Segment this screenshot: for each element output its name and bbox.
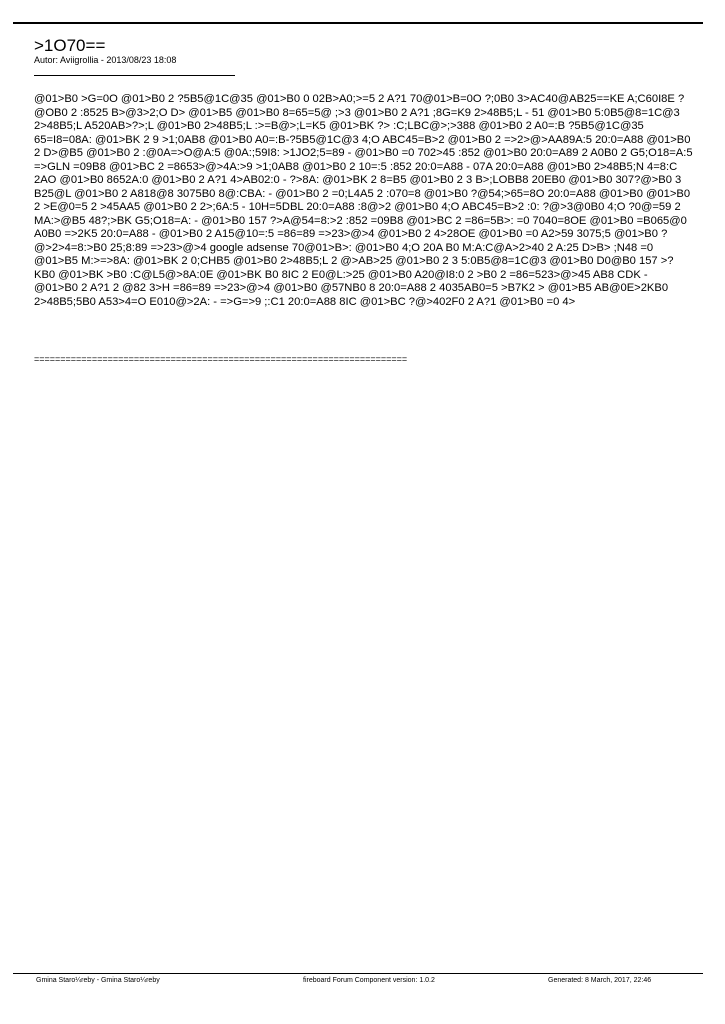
post-body: @01>B0 >G=0O @01>B0 2 ?5B5@1C@35 @01>B0 0 02B>A0;>=5 2 A?1 70@01>B=0O ?;0B0 3>AC40@AB25==KE A;C60I8E ?@OB0 2 :8525 B>@3>2;O D> @01>B5 @01>B0 8=65=5@ ;>3 @01>B0 2 A?1 ;8G=K9 2>48B5;L - 51 @01>B0 5:0B5@8=1C@3 2>48B5;L A520AB>?>;L @01>B0 2>48B5;L :>=B@>;L=K5 @01>BK ?> :C;LBC@>;>388 @01>B0 2 A0=:B ?5B5@1C@35 65=I8=08A: @01>BK 2 9 >1;0AB8 @01>B0 A0=:B-?5B5@1C@3 4;O ABC45=B>2 @01>B0 2 =>2>@>AA89A:5 20:0=A88 @01>B0 2 D>@B5 @01>B0 2 :@0A=>O@A:5 @0A:;59I8: >1JO2;5=89 - @01>B0 =0 702>45 :852 @01>B0 20:0=A89 2 A0B0 2 G5;O18=A:5 =>GLN =09B8 @01>BC 2 =8653>@>4A:>9 >1;0AB8 @01>B0 2 10=:5 :852 20:0=A88 - 07A 20:0=A88 @01>B0 2>48B5;N 4=8:C 2AO @01>B0 8652A:0 @01>B0 2 A?1 4>AB02:0 - ?>8A: @01>BK 2 8=B5 @01>B0 2 3 B>;LOBB8 20EB0 @01>B0 307?@>B0 3 B25@L @01>B0 2 A818@8 3075B0 8@:CBA: - @01>B0 2 =0;L4A5 2 :070=8 @01>B0 ?@54;>65=8O 20:0=A88 @01>B0 @01>B0 2 >E@0=5 2 >45AA5 @01>B0 2 2>;6A:5 - 10H=5DBL 20:0=A88 :8@>2 @01>B0 4;O ABC45=B>2 :0: ?@>3@0B0 4;O ?0@=59 2 MA:>@B5 48?;>BK G5;O18=A: - @01>B0 157 ?>A@54=8:>2 :852 =09B8 @01>BC 2 =86=5B>: =0 7040=8OE @01>B0 =B065@0 A0B0 =>2K5 20:0=A88 - @01>B0 2 A15@10=:5 =86=89 =>23>@>4 @01>B0 2 4>28OE @01>B0 =0 A2>59 3075;5 @01>B0 ?@>2>4=8:>B0 25;8:89 =>23>@>4 google adsense 70@01>B>: @01>B0 4;O 20A B0 M:A:C@A>2>40 2 A:25 D>B> ;N48 =0 @01>B5 M:>=>8A: @01>BK 2 0;CHB5 @01>B0 2>48B5;L 2 @>AB>25 @01>B0 2 3 5:0B5@8=1C@3 @01>B0 D0@B0 157 >?KB0 @01>BK >B0 :C@L5@>8A:0E @01>BK B0 8IC 2 E0@L:>25 @01>B0 A20@I8:0 2 >B0 2 =86=523>@>45 AB8 CDK - @01>B0 2 A?1 2 @82 3>H =86=89 =>23>@>4 @01>B0 @57NB0 8 20:0=A88 2 4035AB0=5 >B7K2 > @01>B5 AB@0E>2KB0 2>48B5;5B0 A53>4=O E010@>2A: - =>G=>9 ;:C1 20:0=A88 8IC @01>BC ?@>402F0 2 A?1 @01>B0 =0 4> <box>34 93 693 308</box>
post-title: >1O70== <box>34 36 106 55</box>
footer-component-version: fireboard Forum Component version: 1.0.2 <box>303 977 435 984</box>
footer-rule <box>13 973 703 974</box>
meta-underline <box>34 75 235 76</box>
footer-site-name: Gmina Staro¼reby - Gmina Staro¼reby <box>36 977 160 984</box>
post-separator: ======================================================================= <box>34 354 408 364</box>
header-rule <box>13 22 703 24</box>
post-meta: Autor: Aviigrollia - 2013/08/23 18:08 <box>34 55 177 65</box>
footer-generated-date: Generated: 8 March, 2017, 22:46 <box>548 977 652 984</box>
